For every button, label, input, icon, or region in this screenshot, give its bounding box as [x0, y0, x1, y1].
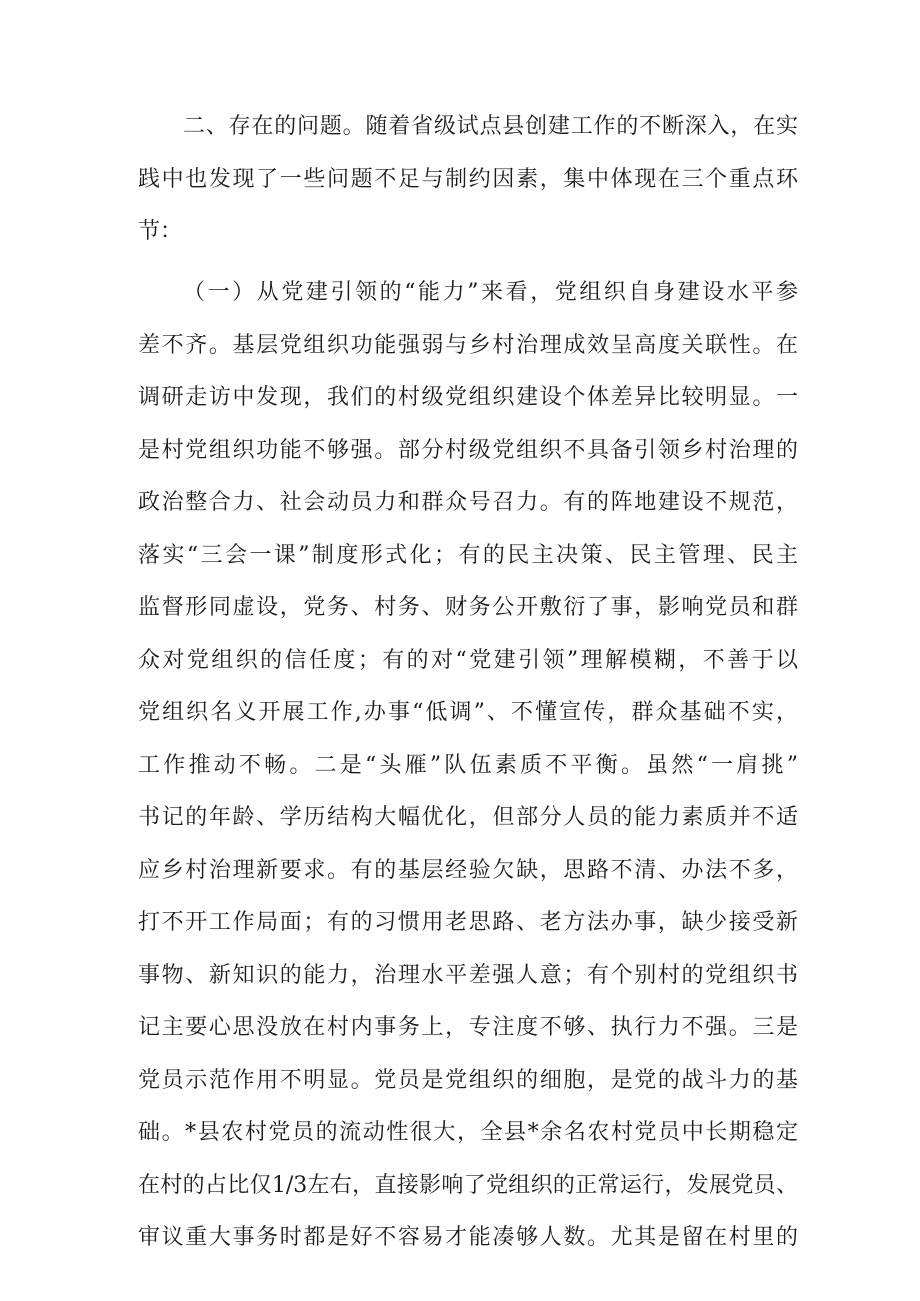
paragraph-2-line-5: 政治整合力、社会动员力和群众号召力。有的阵地建设不规范，: [138, 490, 798, 515]
paragraph-2-line-14: 事物、新知识的能力，治理水平差强人意；有个别村的党组织书: [138, 963, 798, 988]
paragraph-2-line-17: 础。*县农村党员的流动性很大，全县*余名农村党员中长期稳定: [138, 1120, 798, 1145]
paragraph-2-line-4: 是村党组织功能不够强。部分村级党组织不具备引领乡村治理的: [138, 438, 798, 463]
paragraph-1-line-1: 二、存在的问题。随着省级试点县创建工作的不断深入，在实: [183, 114, 798, 139]
paragraph-2-line-11: 书记的年龄、学历结构大幅优化，但部分人员的能力素质并不适: [138, 805, 798, 830]
paragraph-2-line-16: 党员示范作用不明显。党员是党组织的细胞，是党的战斗力的基: [138, 1068, 798, 1093]
paragraph-2-line-6: 落实“三会一课”制度形式化；有的民主决策、民主管理、民主: [138, 543, 798, 568]
paragraph-2-line-10: 工作推动不畅。二是“头雁”队伍素质不平衡。虽然“一肩挑”: [138, 753, 798, 778]
paragraph-2-line-12: 应乡村治理新要求。有的基层经验欠缺，思路不清、办法不多，: [138, 858, 798, 883]
paragraph-2-line-2: 差不齐。基层党组织功能强弱与乡村治理成效呈高度关联性。在: [138, 333, 798, 358]
paragraph-2-line-19: 审议重大事务时都是好不容易才能凑够人数。尤其是留在村里的: [138, 1225, 798, 1250]
paragraph-2-line-13: 打不开工作局面；有的习惯用老思路、老方法办事，缺少接受新: [138, 910, 798, 935]
paragraph-1-line-2: 践中也发现了一些问题不足与制约因素，集中体现在三个重点环: [138, 167, 798, 192]
paragraph-2-line-15: 记主要心思没放在村内事务上，专注度不够、执行力不强。三是: [138, 1015, 798, 1040]
paragraph-1-line-3: 节：: [138, 219, 183, 244]
paragraph-2-line-7: 监督形同虚设，党务、村务、财务公开敷衍了事，影响党员和群: [138, 595, 798, 620]
paragraph-2-line-3: 调研走访中发现，我们的村级党组织建设个体差异比较明显。一: [138, 385, 798, 410]
paragraph-2-line-9: 党组织名义开展工作,办事“低调”、不懂宣传，群众基础不实，: [138, 700, 798, 725]
paragraph-2-line-8: 众对党组织的信任度；有的对“党建引领”理解模糊，不善于以: [138, 648, 798, 673]
paragraph-2-line-1: （一）从党建引领的“能力”来看，党组织自身建设水平参: [183, 280, 798, 305]
paragraph-2-line-18: 在村的占比仅1/3左右，直接影响了党组织的正常运行，发展党员、: [138, 1173, 798, 1198]
